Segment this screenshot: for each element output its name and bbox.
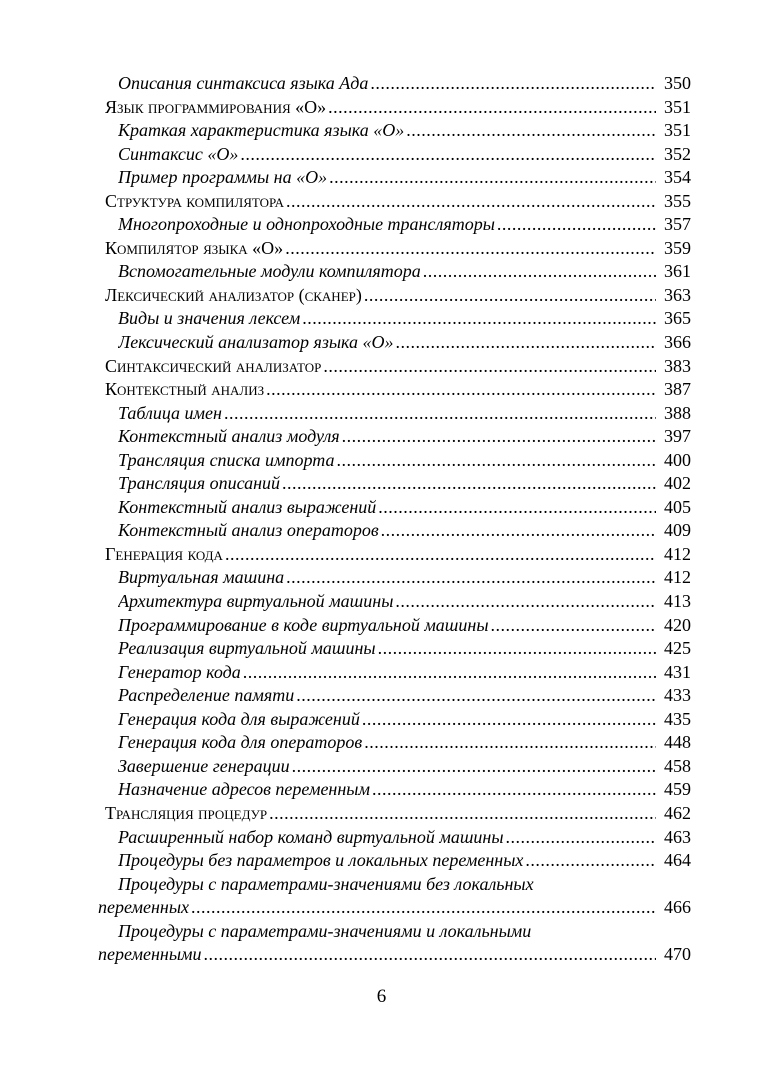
toc-entry	[0, 708, 763, 732]
toc-entry	[0, 637, 763, 661]
toc-entry	[0, 119, 763, 143]
toc-entry-line	[118, 119, 691, 143]
toc-entry	[0, 731, 763, 755]
toc-entry-title: Контекстный анализ выражений	[118, 496, 377, 517]
toc-entry	[0, 190, 763, 214]
dot-leader	[266, 378, 656, 402]
toc-entry-page: 463	[664, 826, 691, 847]
toc-entry-page: 383	[664, 355, 691, 376]
dot-leader	[286, 566, 656, 590]
toc-entry-line	[118, 307, 691, 331]
toc-entry-title: Архитектура виртуальной машины	[118, 591, 394, 612]
toc-entry	[0, 143, 763, 167]
toc-entry-line	[105, 802, 691, 826]
toc-entry-page: 359	[664, 237, 691, 258]
toc-entry	[0, 802, 763, 826]
dot-leader	[224, 402, 656, 426]
toc-entry-page: 397	[664, 426, 691, 447]
toc-entry	[0, 402, 763, 426]
toc-entry-line	[105, 355, 691, 379]
toc-entry-title: Распределение памяти	[118, 685, 295, 706]
dot-leader	[381, 519, 656, 543]
dot-leader	[269, 802, 656, 826]
toc-entry	[0, 684, 763, 708]
toc-entry-line	[118, 402, 691, 426]
toc-entry	[0, 896, 763, 920]
dot-leader	[378, 496, 656, 520]
toc-entry-page: 402	[664, 473, 691, 494]
toc-entry-page: 425	[664, 638, 691, 659]
toc-entry-line	[118, 731, 691, 755]
toc-entry	[0, 543, 763, 567]
toc-entry	[0, 425, 763, 449]
dot-leader	[225, 543, 656, 567]
dot-leader	[285, 237, 656, 261]
toc-entry-page: 433	[664, 685, 691, 706]
dot-leader	[328, 96, 656, 120]
toc-entry-title: Реализация виртуальной машины	[118, 638, 376, 659]
dot-leader	[323, 355, 656, 379]
toc-entry-page: 470	[664, 944, 691, 965]
toc-entry	[0, 566, 763, 590]
dot-leader	[243, 661, 656, 685]
dot-leader	[296, 684, 656, 708]
toc-entry-title: Пример программы на «О»	[118, 167, 328, 188]
toc-entry-line	[118, 849, 691, 873]
dot-leader	[423, 260, 656, 284]
toc-entry-title: Расширенный набор команд виртуальной машины	[118, 826, 504, 847]
toc-entry	[0, 72, 763, 96]
toc-entry-title: Язык программирования «О»	[105, 96, 327, 117]
toc-entry-page: 464	[664, 850, 691, 871]
toc-entry-title: Компилятор языка «О»	[105, 237, 284, 258]
toc-entry-title: Генерация кода для выражений	[118, 708, 360, 729]
toc-entry-page: 459	[664, 779, 691, 800]
dot-leader	[525, 849, 656, 873]
dot-leader	[302, 307, 656, 331]
toc-entry-title: Многопроходные и однопроходные трансляторы	[118, 214, 495, 235]
dot-leader	[191, 896, 656, 920]
toc-entry-line	[118, 590, 691, 614]
toc-entry-title: Контекстный анализ модуля	[118, 426, 340, 447]
dot-leader	[406, 119, 656, 143]
toc-entry-line	[118, 496, 691, 520]
toc-entry	[0, 873, 763, 897]
toc-entry-title: Синтаксис «О»	[118, 143, 239, 164]
toc-entry	[0, 849, 763, 873]
toc-entry	[0, 260, 763, 284]
toc-entry-title: Описания синтаксиса языка Ада	[118, 73, 369, 93]
toc-entry-page: 420	[664, 614, 691, 635]
toc-entry-line	[105, 543, 691, 567]
toc-entry-line	[105, 96, 691, 120]
toc-entry-line	[118, 72, 691, 96]
dot-leader	[336, 449, 656, 473]
toc-entry-page: 355	[664, 190, 691, 211]
toc-entry-line	[118, 519, 691, 543]
dot-leader	[204, 943, 656, 967]
dot-leader	[497, 213, 656, 237]
toc-entry-line	[118, 166, 691, 190]
toc-entry-page: 354	[664, 167, 691, 188]
table-of-contents	[0, 72, 763, 967]
toc-entry-line	[118, 614, 691, 638]
toc-entry-line	[118, 566, 691, 590]
toc-entry-page: 361	[664, 261, 691, 282]
dot-leader	[364, 731, 656, 755]
toc-entry-title: Лексический анализатор (сканер)	[105, 284, 362, 305]
dot-leader	[396, 331, 656, 355]
toc-entry-line	[118, 425, 691, 449]
toc-entry-title: Трансляция списка импорта	[118, 449, 335, 470]
toc-entry-line	[105, 237, 691, 261]
toc-entry-title: Виды и значения лексем	[118, 308, 301, 329]
toc-entry-line	[105, 284, 691, 308]
toc-entry-line	[118, 472, 691, 496]
toc-entry-page: 351	[664, 96, 691, 117]
toc-entry-page: 400	[664, 449, 691, 470]
toc-entry	[0, 920, 763, 944]
dot-leader	[491, 614, 656, 638]
toc-entry-line	[118, 213, 691, 237]
toc-entry-title: переменными	[98, 944, 202, 965]
dot-leader	[372, 778, 656, 802]
toc-entry-title: Лексический анализатор языка «О»	[118, 332, 394, 353]
dot-leader	[342, 425, 656, 449]
toc-entry-title: Процедуры без параметров и локальных переменных	[118, 850, 524, 871]
toc-entry	[0, 755, 763, 779]
toc-entry-title: Назначение адресов переменным	[118, 779, 370, 800]
toc-entry-page: 365	[664, 308, 691, 329]
toc-entry-title: Процедуры с параметрами-значениями без локальных	[118, 873, 534, 894]
toc-entry	[0, 614, 763, 638]
toc-entry-title: Процедуры с параметрами-значениями и локальными	[118, 920, 532, 941]
toc-entry-line	[118, 684, 691, 708]
toc-entry	[0, 166, 763, 190]
toc-entry-title: Контекстный анализ операторов	[118, 520, 379, 541]
toc-entry-line	[118, 778, 691, 802]
dot-leader	[506, 826, 656, 850]
toc-entry-page: 466	[664, 897, 691, 918]
toc-entry-page: 413	[664, 591, 691, 612]
toc-entry-title: Генерация кода	[105, 543, 223, 564]
toc-entry-page: 350	[664, 73, 691, 93]
toc-entry	[0, 778, 763, 802]
toc-entry-title: переменных	[98, 897, 190, 918]
toc-entry-line	[118, 708, 691, 732]
toc-entry-page: 366	[664, 332, 691, 353]
toc-entry	[0, 284, 763, 308]
toc-entry-title: Контекстный анализ	[105, 379, 265, 400]
dot-leader	[378, 637, 656, 661]
toc-entry	[0, 96, 763, 120]
toc-entry-line	[105, 378, 691, 402]
toc-entry-title: Краткая характеристика языка «О»	[118, 120, 405, 141]
toc-entry-line	[118, 661, 691, 685]
toc-entry-page: 351	[664, 120, 691, 141]
toc-entry-title: Структура компилятора	[105, 190, 284, 211]
toc-entry-page: 462	[664, 802, 691, 823]
toc-entry-page: 448	[664, 732, 691, 753]
dot-leader	[329, 166, 656, 190]
toc-entry-title: Синтаксический анализатор	[105, 355, 322, 376]
toc-entry	[0, 213, 763, 237]
toc-entry	[0, 237, 763, 261]
toc-entry-title: Трансляция процедур	[105, 802, 268, 823]
toc-entry-title: Виртуальная машина	[118, 567, 285, 588]
dot-leader	[370, 72, 656, 96]
toc-entry-page: 458	[664, 755, 691, 776]
toc-entry	[0, 496, 763, 520]
toc-entry	[0, 519, 763, 543]
dot-leader	[395, 590, 656, 614]
toc-entry-line	[98, 943, 691, 967]
toc-entry-line	[118, 826, 691, 850]
dot-leader	[292, 755, 656, 779]
toc-entry-page: 431	[664, 661, 691, 682]
toc-entry	[0, 331, 763, 355]
toc-entry-line	[118, 260, 691, 284]
toc-entry-page: 352	[664, 143, 691, 164]
toc-entry-title: Завершение генерации	[118, 755, 290, 776]
toc-entry-line	[98, 896, 691, 920]
page-number: 6	[376, 986, 387, 1007]
toc-entry-line	[105, 190, 691, 214]
toc-entry-line	[118, 331, 691, 355]
toc-entry-page: 357	[664, 214, 691, 235]
toc-entry-line	[118, 637, 691, 661]
toc-entry-page: 388	[664, 402, 691, 423]
toc-entry-page: 412	[664, 567, 691, 588]
toc-entry-line	[118, 143, 691, 167]
dot-leader	[362, 708, 656, 732]
toc-entry	[0, 449, 763, 473]
toc-entry-page: 405	[664, 496, 691, 517]
toc-entry-page: 387	[664, 379, 691, 400]
toc-entry-title: Трансляция описаний	[118, 473, 281, 494]
toc-entry-page: 435	[664, 708, 691, 729]
toc-entry	[0, 826, 763, 850]
toc-entry	[0, 355, 763, 379]
toc-entry-title: Генерация кода для операторов	[118, 732, 363, 753]
toc-entry-page: 412	[664, 543, 691, 564]
dot-leader	[364, 284, 656, 308]
toc-entry	[0, 661, 763, 685]
toc-entry-line	[118, 449, 691, 473]
toc-entry	[0, 590, 763, 614]
toc-entry	[0, 472, 763, 496]
toc-entry	[0, 378, 763, 402]
dot-leader	[286, 190, 656, 214]
toc-entry-page: 363	[664, 284, 691, 305]
dot-leader	[282, 472, 656, 496]
toc-entry	[0, 943, 763, 967]
toc-entry-title: Генератор кода	[118, 661, 241, 682]
toc-entry-page: 409	[664, 520, 691, 541]
toc-entry-title: Программирование в коде виртуальной машины	[118, 614, 489, 635]
dot-leader	[240, 143, 656, 167]
toc-entry-title: Таблица имен	[118, 402, 222, 423]
toc-entry	[0, 307, 763, 331]
toc-entry-title: Вспомогательные модули компилятора	[118, 261, 421, 282]
toc-entry-line	[118, 755, 691, 779]
